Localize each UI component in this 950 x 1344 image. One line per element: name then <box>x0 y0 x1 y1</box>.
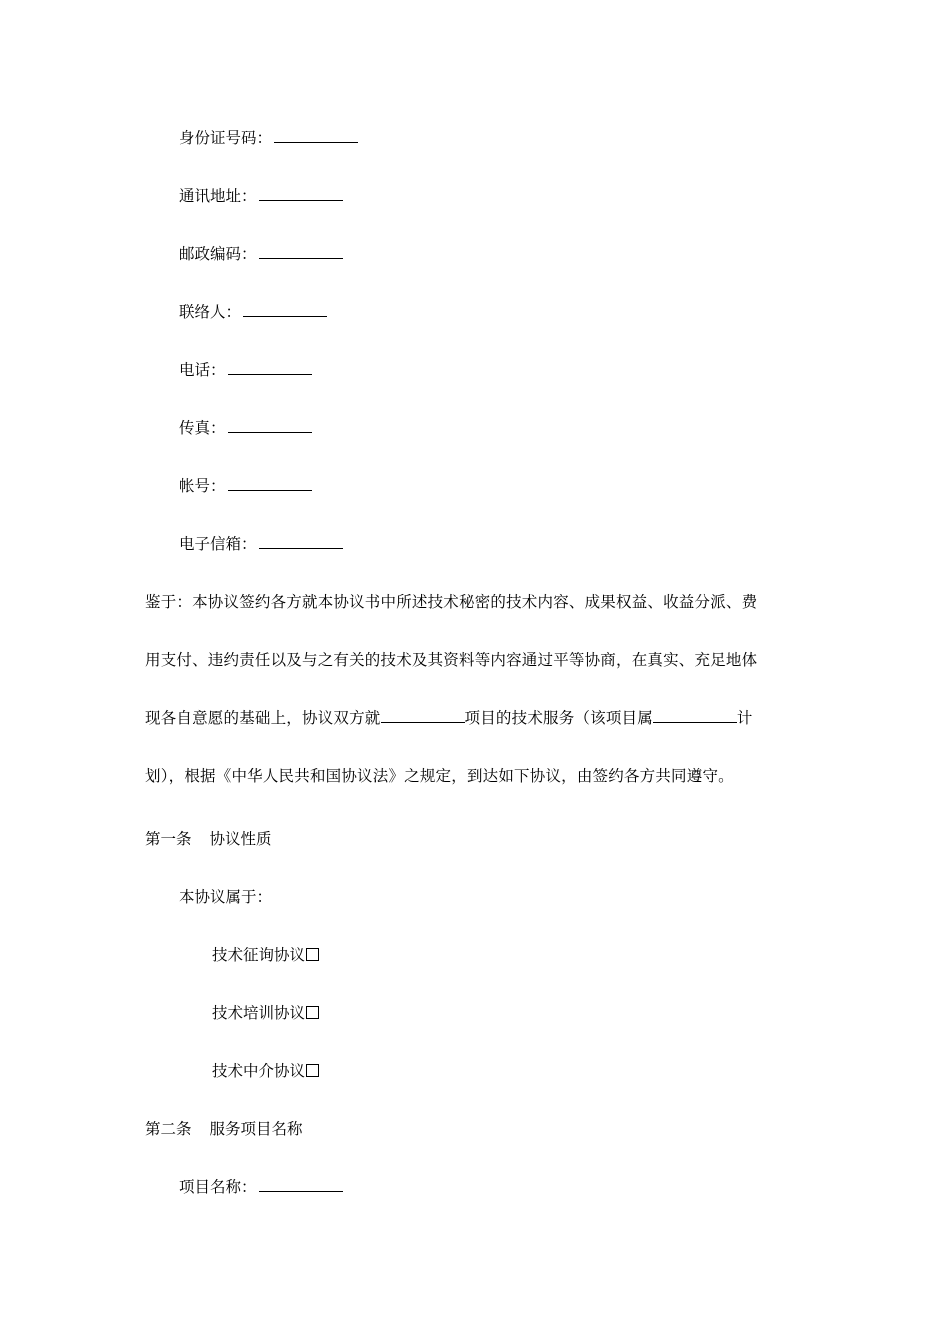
address-field <box>179 186 343 206</box>
article-2-number: 第二条 <box>145 1120 192 1138</box>
article-1-title: 协议性质 <box>209 830 272 848</box>
preamble-line-4: 划），根据《中华人民共和国协议法》之规定，到达如下协议，由签约各方共同遵守。 <box>145 767 734 785</box>
account-field <box>179 476 312 496</box>
preamble-line-3-part-a: 现各自意愿的基础上，协议双方就 <box>145 709 381 727</box>
account-label: 帐号： <box>179 477 226 495</box>
id-number-label: 身份证号码： <box>179 129 273 147</box>
article-1-number: 第一条 <box>145 830 192 848</box>
checkbox-icon[interactable] <box>306 948 319 961</box>
contact-person-label: 联络人： <box>179 303 242 321</box>
email-blank[interactable] <box>259 534 343 549</box>
contact-person-blank[interactable] <box>243 302 327 317</box>
option-consulting-label: 技术征询协议 <box>212 946 306 964</box>
option-training[interactable] <box>212 1003 319 1023</box>
fax-blank[interactable] <box>228 418 312 433</box>
article-1-heading <box>145 829 272 849</box>
option-intermediary-label: 技术中介协议 <box>212 1062 306 1080</box>
postcode-field <box>179 244 343 264</box>
phone-field <box>179 360 312 380</box>
email-field <box>179 534 343 554</box>
option-training-label: 技术培训协议 <box>212 1004 306 1022</box>
plan-blank[interactable] <box>653 708 737 723</box>
checkbox-icon[interactable] <box>306 1064 319 1077</box>
project-name-field <box>179 1177 343 1197</box>
address-blank[interactable] <box>259 186 343 201</box>
account-blank[interactable] <box>228 476 312 491</box>
fax-field <box>179 418 312 438</box>
option-consulting[interactable] <box>212 945 319 965</box>
project-name-label: 项目名称： <box>179 1178 257 1196</box>
article-2-title: 服务项目名称 <box>209 1120 303 1138</box>
preamble-line-3-part-c: 计 <box>736 709 753 727</box>
email-label: 电子信箱： <box>179 535 257 553</box>
id-number-field <box>179 128 358 148</box>
preamble-line-3-part-b: 项目的技术服务（该项目属 <box>464 709 653 727</box>
project-blank[interactable] <box>381 708 465 723</box>
preamble-line-1: 鉴于：本协议签约各方就本协议书中所述技术秘密的技术内容、成果权益、收益分派、费 <box>145 593 758 611</box>
article-1-intro: 本协议属于： <box>179 888 273 906</box>
preamble-line-2: 用支付、违约责任以及与之有关的技术及其资料等内容通过平等协商，在真实、充足地体 <box>145 651 758 669</box>
option-intermediary[interactable] <box>212 1061 319 1081</box>
preamble-line-3 <box>145 708 805 728</box>
phone-blank[interactable] <box>228 360 312 375</box>
fax-label: 传真： <box>179 419 226 437</box>
address-label: 通讯地址： <box>179 187 257 205</box>
contact-person-field <box>179 302 327 322</box>
postcode-blank[interactable] <box>259 244 343 259</box>
project-name-blank[interactable] <box>259 1177 343 1192</box>
phone-label: 电话： <box>179 361 226 379</box>
id-number-blank[interactable] <box>274 128 358 143</box>
article-2-heading <box>145 1119 303 1139</box>
postcode-label: 邮政编码： <box>179 245 257 263</box>
checkbox-icon[interactable] <box>306 1006 319 1019</box>
